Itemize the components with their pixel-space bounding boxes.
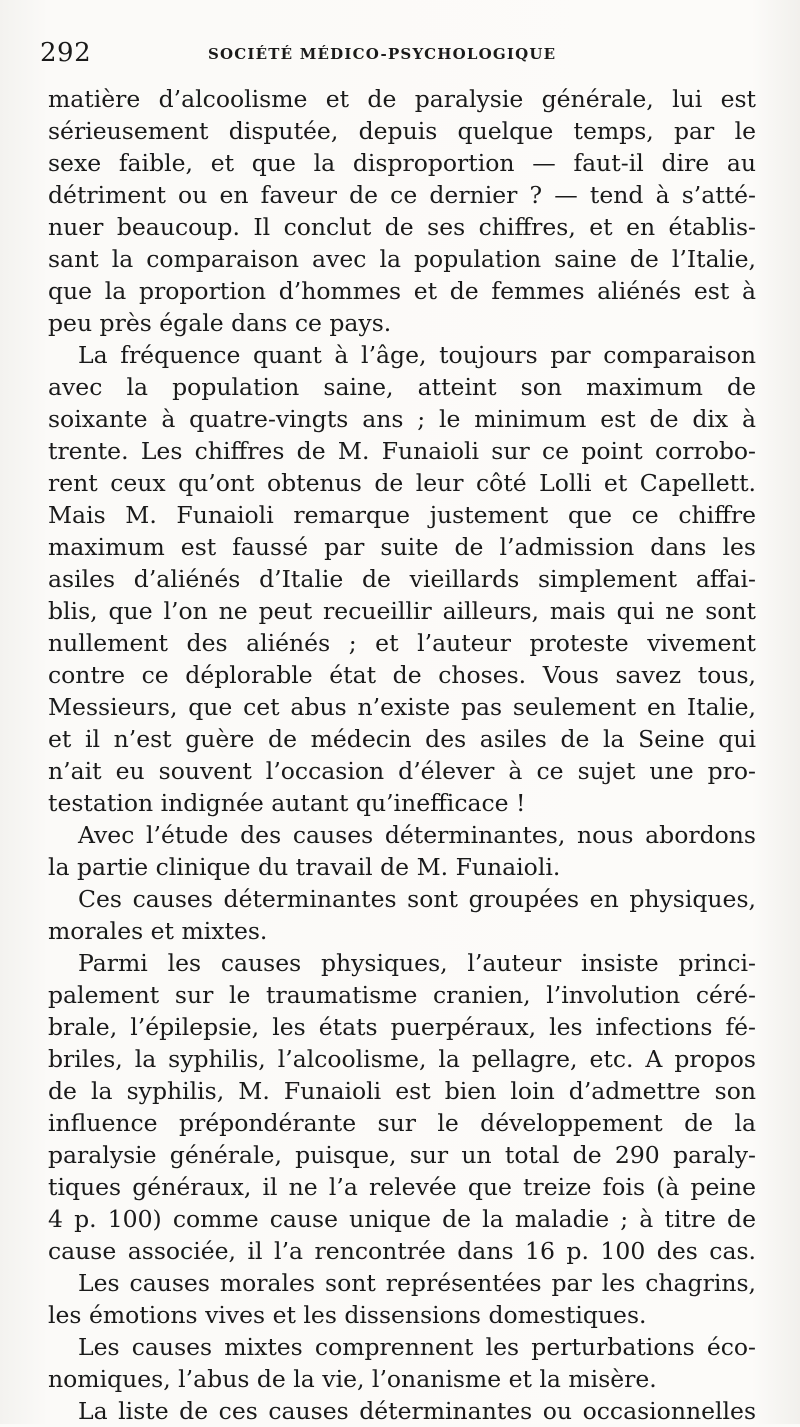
text-line: la partie clinique du travail de M. Funaioli.	[48, 853, 561, 881]
text-line: testation indignée autant qu’inefficace !	[48, 789, 526, 817]
text-line: Avec l’étude des causes déterminantes, nous abordons	[78, 821, 756, 849]
text-line: que la proportion d’hommes et de femmes aliénés est à	[48, 277, 756, 305]
text-line: briles, la syphilis, l’alcoolisme, la pellagre, etc. A propos	[48, 1045, 756, 1073]
text-line: soixante à quatre-vingts ans ; le minimum est de dix à	[48, 405, 756, 433]
text-line: nuer beaucoup. Il conclut de ses chiffres, et en établis-	[48, 213, 756, 241]
text-line: peu près égale dans ce pays.	[48, 309, 392, 337]
text-line: asiles d’aliénés d’Italie de vieillards simplement affai-	[48, 565, 756, 593]
text-line: blis, que l’on ne peut recueillir ailleurs, mais qui ne sont	[48, 597, 756, 625]
running-title: SOCIÉTÉ MÉDICO-PSYCHOLOGIQUE	[208, 45, 557, 63]
text-line: les émotions vives et les dissensions domestiques.	[48, 1301, 647, 1329]
text-line: morales et mixtes.	[48, 917, 268, 945]
text-line: sérieusement disputée, depuis quelque temps, par le	[48, 117, 756, 145]
text-line: Parmi les causes physiques, l’auteur insiste princi-	[78, 949, 756, 977]
text-line: et il n’est guère de médecin des asiles de la Seine qui	[48, 725, 756, 753]
text-line: avec la population saine, atteint son maximum de	[48, 373, 756, 401]
text-line: sexe faible, et que la disproportion — faut-il dire au	[48, 149, 756, 177]
text-line: Les causes mixtes comprennent les perturbations éco-	[78, 1333, 756, 1361]
text-line: Messieurs, que cet abus n’existe pas seulement en Italie,	[48, 693, 756, 721]
text-line: nullement des aliénés ; et l’auteur proteste vivement	[48, 629, 756, 657]
text-line: cause associée, il l’a rencontrée dans 16 p. 100 des cas.	[48, 1237, 756, 1265]
text-line: n’ait eu souvent l’occasion d’élever à ce sujet une pro-	[48, 757, 756, 785]
text-line: contre ce déplorable état de choses. Vous savez tous,	[48, 661, 756, 689]
text-line: palement sur le traumatisme cranien, l’involution céré-	[48, 981, 756, 1009]
text-line: matière d’alcoolisme et de paralysie générale, lui est	[48, 85, 756, 113]
text-line: paralysie générale, puisque, sur un total de 290 paraly-	[48, 1141, 756, 1169]
page-number: 292	[40, 38, 92, 68]
page-header	[40, 38, 760, 70]
text-line: La liste de ces causes déterminantes ou occasionnelles	[78, 1397, 756, 1425]
text-line: de la syphilis, M. Funaioli est bien loin d’admettre son	[48, 1077, 756, 1105]
text-line: Les causes morales sont représentées par les chagrins,	[78, 1269, 756, 1297]
text-line: Ces causes déterminantes sont groupées en physiques,	[78, 885, 756, 913]
text-line: détriment ou en faveur de ce dernier ? — tend à s’atté-	[48, 181, 756, 209]
text-line: nomiques, l’abus de la vie, l’onanisme et la misère.	[48, 1365, 657, 1393]
text-line: trente. Les chiffres de M. Funaioli sur ce point corrobo-	[48, 437, 756, 465]
text-line: influence prépondérante sur le développement de la	[48, 1109, 756, 1137]
text-line: La fréquence quant à l’âge, toujours par comparaison	[78, 341, 756, 369]
text-line: maximum est faussé par suite de l’admission dans les	[48, 533, 756, 561]
text-line: rent ceux qu’ont obtenus de leur côté Lolli et Capellett.	[48, 469, 756, 497]
text-line: sant la comparaison avec la population saine de l’Italie,	[48, 245, 756, 273]
text-line: brale, l’épilepsie, les états puerpéraux, les infections fé-	[48, 1013, 756, 1041]
text-line: tiques généraux, il ne l’a relevée que treize fois (à peine	[48, 1173, 756, 1201]
body-text	[48, 83, 756, 1427]
text-line: Mais M. Funaioli remarque justement que ce chiffre	[48, 501, 756, 529]
text-line: 4 p. 100) comme cause unique de la maladie ; à titre de	[48, 1205, 756, 1233]
